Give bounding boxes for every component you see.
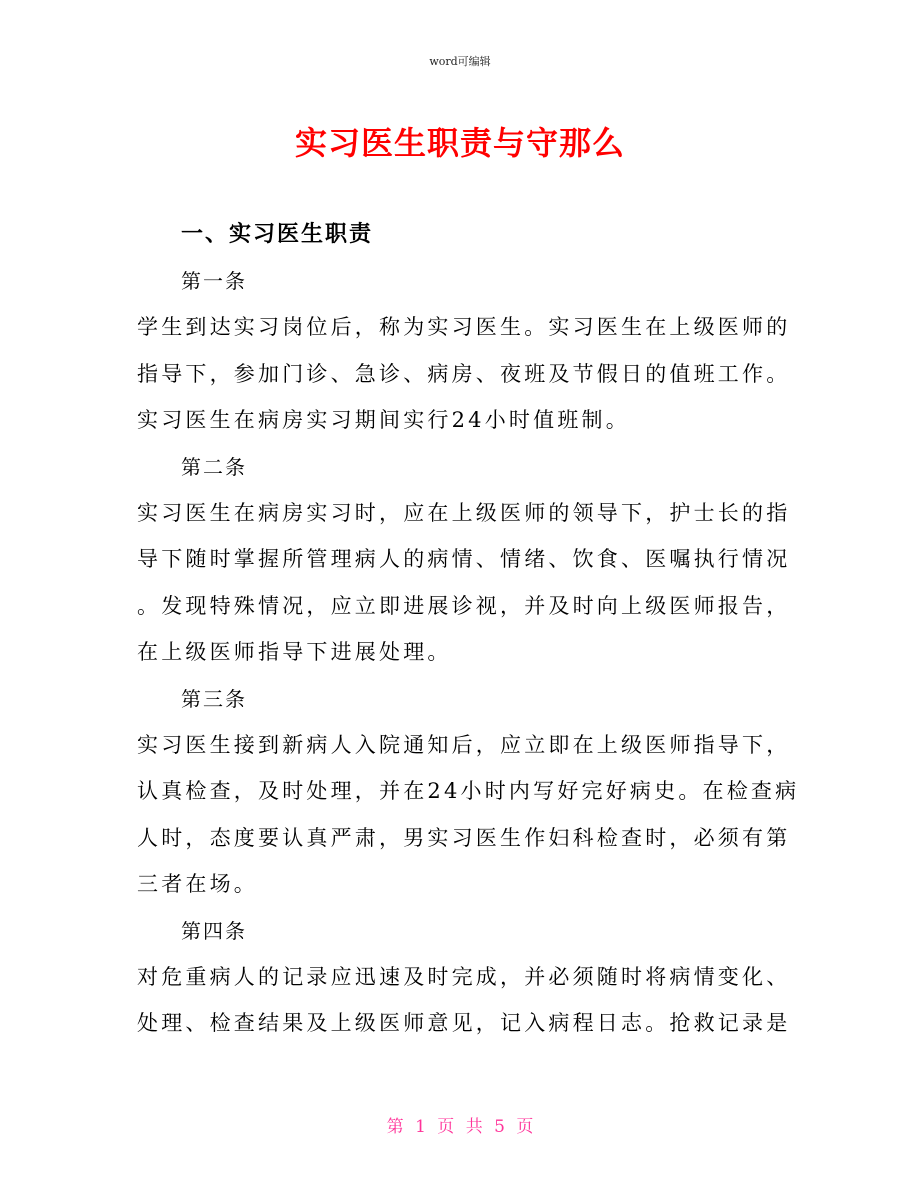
header-note: word可编辑 [429, 55, 491, 68]
paragraph-line: 指导下，参加门诊、急诊、病房、夜班及节假日的值班工作。 [137, 361, 791, 386]
document-body [137, 212, 800, 1047]
paragraph-line: 认真检查，及时处理，并在24小时内写好完好病史。在检查病 [137, 779, 800, 803]
paragraph-line: 。发现特殊情况，应立即进展诊视，并及时向上级医师报告， [137, 593, 791, 618]
page-number-footer: 第 1 页 共 5 页 [386, 1117, 534, 1137]
article-paragraph [137, 722, 800, 908]
article-paragraph [137, 304, 791, 444]
paragraph-line: 在上级医师指导下进展处理。 [137, 640, 452, 664]
article-label: 第二条 [181, 454, 247, 479]
document-title: 实习医生职责与守那么 [294, 124, 625, 162]
paragraph-line: 处理、检查结果及上级医师意见，记入病程日志。抢救记录是 [137, 1011, 791, 1035]
paragraph-line: 实习医生接到新病人入院通知后，应立即在上级医师指导下， [137, 732, 791, 757]
article-label: 第四条 [181, 918, 247, 943]
article-paragraph [137, 954, 791, 1047]
paragraph-line: 导下随时掌握所管理病人的病情、情绪、饮食、医嘱执行情况 [137, 547, 791, 571]
section-heading: 一、实习医生职责 [181, 222, 374, 247]
article-label: 第三条 [181, 686, 247, 711]
paragraph-line: 实习医生在病房实习时，应在上级医师的领导下，护士长的指 [137, 500, 791, 525]
paragraph-line: 实习医生在病房实习期间实行24小时值班制。 [137, 408, 630, 432]
paragraph-line: 三者在场。 [137, 872, 258, 896]
article-label: 第一条 [181, 269, 247, 293]
paragraph-line: 学生到达实习岗位后，称为实习医生。实习医生在上级医师的 [137, 315, 791, 339]
paragraph-line: 人时，态度要认真严肃，男实习医生作妇科检查时，必须有第 [137, 825, 791, 850]
paragraph-line: 对危重病人的记录应迅速及时完成，并必须随时将病情变化、 [137, 964, 791, 989]
article-paragraph [137, 490, 791, 676]
